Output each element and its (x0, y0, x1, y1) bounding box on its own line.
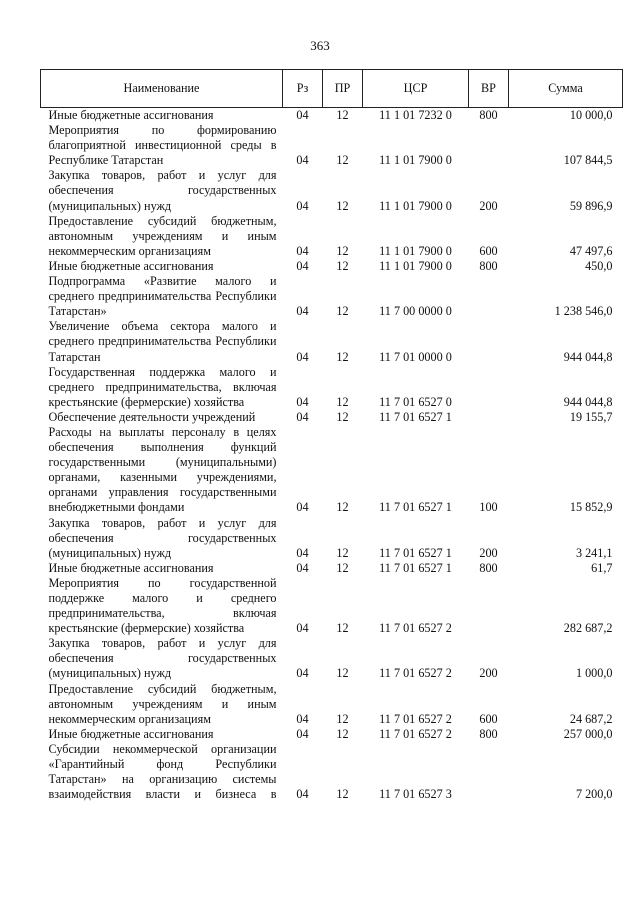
cell-pr: 12 (336, 243, 349, 258)
cell-sum: 7 200,0 (575, 787, 613, 802)
cell-rz: 04 (296, 394, 309, 409)
cell-pr: 12 (336, 621, 349, 636)
cell-pr: 12 (336, 304, 349, 319)
cell-csr: 11 7 01 6527 1 (379, 545, 452, 560)
table-row (41, 319, 623, 364)
cell-rz: 04 (296, 258, 309, 273)
cell-name: Обеспечение деятельности учреждений (48, 409, 256, 424)
cell-name: Предоставление субсидий бюджетным, автономным учреждениям и иным некоммерческим организациям (48, 213, 277, 258)
cell-vr (469, 410, 509, 425)
cell-csr: 11 1 01 7232 0 (379, 108, 452, 122)
cell-csr: 11 1 01 7900 0 (379, 198, 452, 213)
table-row (41, 214, 623, 259)
cell-csr: 11 7 01 6527 0 (379, 394, 452, 409)
cell-rz: 04 (296, 243, 309, 258)
cell-vr: 800 (479, 560, 498, 575)
cell-sum: 944 044,8 (563, 349, 613, 364)
cell-name: Закупка товаров, работ и услуг для обеспечения государственных (муниципальных) нужд (48, 636, 277, 681)
cell-csr: 11 1 01 7900 0 (379, 258, 452, 273)
cell-name: Иные бюджетные ассигнования (48, 108, 214, 122)
table-row (41, 259, 623, 274)
budget-table (40, 69, 623, 802)
cell-csr: 11 7 01 6527 1 (379, 500, 452, 515)
header-rz: Рз (283, 70, 323, 108)
cell-rz: 04 (296, 108, 309, 122)
cell-rz: 04 (296, 304, 309, 319)
cell-pr: 12 (336, 394, 349, 409)
cell-rz: 04 (296, 787, 309, 802)
cell-csr: 11 1 01 7900 0 (379, 153, 452, 168)
cell-pr: 12 (336, 666, 349, 681)
cell-csr: 11 7 01 6527 2 (379, 711, 452, 726)
cell-sum: 59 896,9 (569, 198, 613, 213)
cell-name: Иные бюджетные ассигнования (48, 258, 214, 273)
cell-rz: 04 (296, 711, 309, 726)
cell-rz: 04 (296, 560, 309, 575)
cell-sum: 47 497,6 (569, 243, 613, 258)
cell-sum: 1 000,0 (575, 666, 613, 681)
cell-vr (469, 319, 509, 364)
cell-name: Иные бюджетные ассигнования (48, 560, 214, 575)
table-row (41, 410, 623, 425)
table-body (41, 108, 623, 803)
cell-vr: 600 (479, 243, 498, 258)
cell-vr (469, 123, 509, 168)
cell-csr: 11 7 01 6527 2 (379, 621, 452, 636)
cell-name: Мероприятия по формированию благоприятной инвестиционной среды в Республике Татарстан (48, 123, 277, 168)
cell-rz: 04 (296, 726, 309, 741)
table-row (41, 516, 623, 561)
cell-pr: 12 (336, 711, 349, 726)
cell-sum: 282 687,2 (563, 621, 613, 636)
cell-vr (469, 365, 509, 410)
cell-sum: 1 238 546,0 (554, 304, 613, 319)
table-row (41, 727, 623, 742)
cell-vr (469, 576, 509, 636)
table-row (41, 576, 623, 636)
cell-name: Государственная поддержка малого и среднего предпринимательства, включая крестьянские (фермерские) хозяйства (48, 364, 277, 409)
cell-rz: 04 (296, 621, 309, 636)
table-row (41, 561, 623, 576)
cell-rz: 04 (296, 349, 309, 364)
page-number: 363 (310, 38, 330, 53)
header-vr: ВР (469, 70, 509, 108)
cell-vr: 800 (479, 108, 498, 122)
cell-name: Закупка товаров, работ и услуг для обеспечения государственных (муниципальных) нужд (48, 515, 277, 560)
cell-name: Подпрограмма «Развитие малого и среднего предпринимательства Республики Татарстан» (48, 274, 277, 319)
cell-name: Закупка товаров, работ и услуг для обеспечения государственных (муниципальных) нужд (48, 168, 277, 213)
cell-csr: 11 1 01 7900 0 (379, 243, 452, 258)
table-row (41, 274, 623, 319)
cell-pr: 12 (336, 500, 349, 515)
cell-rz: 04 (296, 409, 309, 424)
cell-vr: 600 (479, 711, 498, 726)
cell-pr: 12 (336, 108, 349, 122)
cell-pr: 12 (336, 787, 349, 802)
cell-sum: 61,7 (591, 560, 613, 575)
cell-csr: 11 7 00 0000 0 (379, 304, 452, 319)
table-row (41, 168, 623, 213)
cell-vr: 800 (479, 258, 498, 273)
cell-pr: 12 (336, 198, 349, 213)
cell-rz: 04 (296, 545, 309, 560)
cell-pr: 12 (336, 726, 349, 741)
table-row (41, 108, 623, 124)
table-row (41, 365, 623, 410)
cell-vr: 100 (479, 500, 498, 515)
cell-rz: 04 (296, 153, 309, 168)
cell-sum: 450,0 (585, 258, 613, 273)
cell-name: Субсидии некоммерческой организации «Гарантийный фонд Республики Татарстан» на организацию системы взаимодействия власти и бизнеса в (48, 741, 277, 802)
cell-sum: 944 044,8 (563, 394, 613, 409)
cell-pr: 12 (336, 545, 349, 560)
cell-csr: 11 7 01 6527 1 (379, 409, 452, 424)
cell-csr: 11 7 01 6527 3 (379, 787, 452, 802)
header-pr: ПР (323, 70, 363, 108)
cell-csr: 11 7 01 6527 2 (379, 726, 452, 741)
cell-rz: 04 (296, 666, 309, 681)
cell-csr: 11 7 01 6527 1 (379, 560, 452, 575)
table-row (41, 636, 623, 681)
table-row (41, 682, 623, 727)
table-row (41, 425, 623, 516)
cell-pr: 12 (336, 560, 349, 575)
cell-name: Мероприятия по государственной поддержке малого и среднего предпринимательства, включая крестьянские (фермерские) хозяйства (48, 575, 277, 636)
cell-vr: 200 (479, 666, 498, 681)
cell-pr: 12 (336, 153, 349, 168)
header-name: Наименование (41, 70, 283, 108)
cell-sum: 257 000,0 (563, 726, 613, 741)
cell-sum: 15 852,9 (569, 500, 613, 515)
cell-sum: 19 155,7 (569, 409, 613, 424)
cell-vr (469, 274, 509, 319)
table-row (41, 742, 623, 802)
cell-vr: 200 (479, 198, 498, 213)
header-sum: Сумма (509, 70, 623, 108)
cell-sum: 10 000,0 (569, 108, 613, 122)
cell-rz: 04 (296, 198, 309, 213)
cell-pr: 12 (336, 258, 349, 273)
cell-sum: 3 241,1 (575, 545, 613, 560)
cell-name: Увеличение объема сектора малого и среднего предпринимательства Республики Татарстан (48, 319, 277, 364)
cell-vr (469, 742, 509, 802)
cell-name: Иные бюджетные ассигнования (48, 726, 214, 741)
header-csr: ЦСР (363, 70, 469, 108)
cell-name: Расходы на выплаты персоналу в целях обеспечения выполнения функций государственными (муниципальными) органами, казенными учреждениями, органами управления государственными внебюджетными фондами (48, 424, 277, 515)
cell-csr: 11 7 01 0000 0 (379, 349, 452, 364)
cell-csr: 11 7 01 6527 2 (379, 666, 452, 681)
cell-rz: 04 (296, 500, 309, 515)
table-row (41, 123, 623, 168)
cell-vr: 800 (479, 726, 498, 741)
cell-pr: 12 (336, 409, 349, 424)
cell-name: Предоставление субсидий бюджетным, автономным учреждениям и иным некоммерческим организациям (48, 681, 277, 726)
cell-vr: 200 (479, 545, 498, 560)
cell-sum: 107 844,5 (563, 153, 613, 168)
table-header (41, 70, 623, 108)
cell-pr: 12 (336, 349, 349, 364)
cell-sum: 24 687,2 (569, 711, 613, 726)
